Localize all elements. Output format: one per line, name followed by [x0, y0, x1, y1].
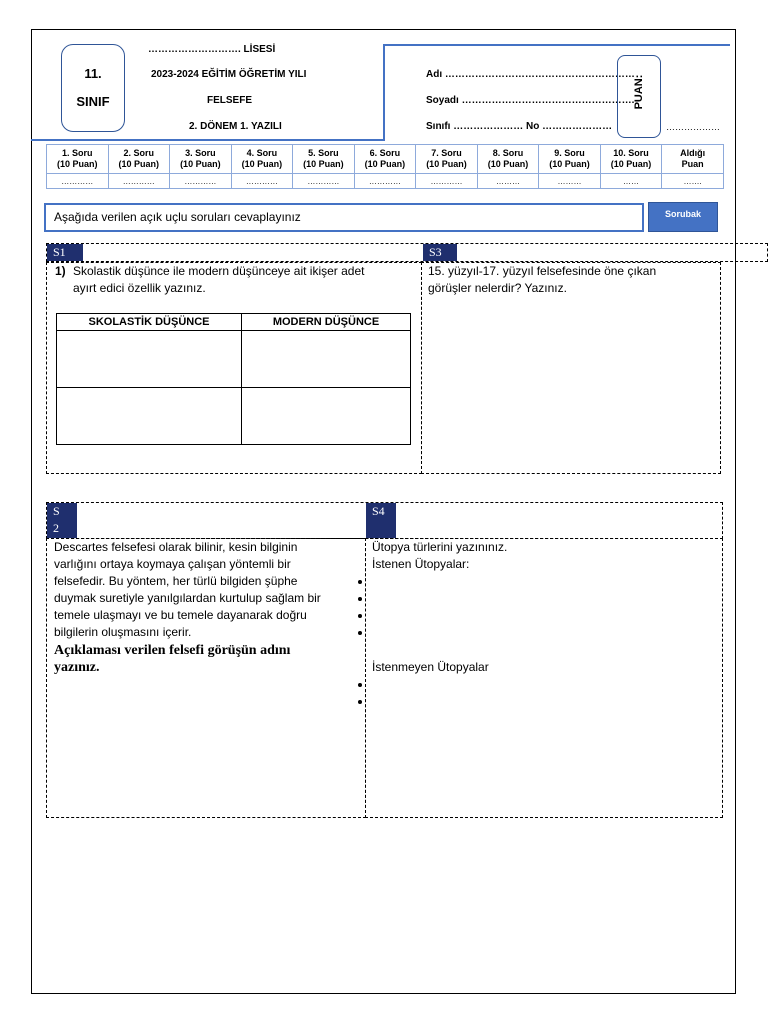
score-label: PUAN:: [633, 74, 645, 110]
sorubak-button[interactable]: Sorubak: [648, 202, 718, 232]
school-name: ………………………. LİSESİ: [148, 44, 276, 55]
q2-line: bilgilerin oluşmasını içerir.: [54, 625, 192, 639]
q4-line2: İstenen Ütopyalar:: [372, 557, 470, 571]
score-header-cell: 2. Soru (10 Puan): [108, 145, 170, 174]
q2-text: [54, 539, 364, 641]
s1-s3-title-strip: [46, 243, 768, 262]
score-blank-cell[interactable]: …….: [662, 174, 724, 189]
q2-line: varlığını ortaya koymaya çalışan yöntemli bir: [54, 557, 291, 571]
score-header-cell: 9. Soru (10 Puan): [539, 145, 601, 174]
q3-text-line1: 15. yüzyıl-17. yüzyıl felsefesinde öne çıkan: [428, 264, 657, 278]
exam-name: 2. DÖNEM 1. YAZILI: [189, 121, 282, 132]
name-field[interactable]: Adı …………………………………………………: [426, 69, 635, 80]
q4-line3: İstenmeyen Ütopyalar: [372, 660, 489, 674]
q2-question-line2: yazınız.: [54, 660, 100, 675]
comparison-row: [57, 388, 411, 445]
undesired-utopia-list: [350, 676, 372, 710]
score-value-field[interactable]: ………………: [666, 122, 720, 132]
desired-utopia-list: [350, 573, 372, 641]
q2-line: temele ulaşmayı ve bu temele dayanarak doğru: [54, 608, 307, 622]
subject-name: FELSEFE: [207, 95, 253, 106]
q2-question: [54, 642, 290, 676]
score-blank-cell[interactable]: …………: [293, 174, 355, 189]
q4-line1: Ütopya türlerini yazınınız.: [372, 540, 508, 554]
score-header-cell: 10. Soru (10 Puan): [600, 145, 662, 174]
score-table: [46, 144, 724, 189]
s4-box: [365, 538, 723, 818]
answer-cell[interactable]: [242, 331, 411, 388]
comparison-table: [56, 313, 411, 445]
answer-cell[interactable]: [242, 388, 411, 445]
score-table-header-row: [47, 145, 724, 174]
modern-column-header: MODERN DÜŞÜNCE: [242, 314, 411, 331]
score-blank-cell[interactable]: ………: [539, 174, 601, 189]
q1-text-line1: Skolastik düşünce ile modern düşünceye ait ikişer adet: [73, 264, 365, 278]
surname-field[interactable]: Soyadı …………………………………………….: [426, 95, 635, 106]
score-table-blank-row: [47, 174, 724, 189]
scholastic-column-header: SKOLASTİK DÜŞÜNCE: [57, 314, 242, 331]
score-blank-cell[interactable]: …………: [170, 174, 232, 189]
school-year: 2023-2024 EĞİTİM ÖĞRETİM YILI: [151, 69, 307, 80]
score-header-cell: 8. Soru (10 Puan): [477, 145, 539, 174]
s1-tag: S1: [47, 244, 83, 261]
instruction-bar: Aşağıda verilen açık uçlu soruları cevaplayınız: [44, 203, 644, 232]
score-blank-cell[interactable]: ………: [477, 174, 539, 189]
answer-cell[interactable]: [57, 331, 242, 388]
s2-tag-line1: S: [53, 504, 60, 518]
score-header-cell: 3. Soru (10 Puan): [170, 145, 232, 174]
q3-text-line2: görüşler nelerdir? Yazınız.: [428, 281, 567, 295]
score-header-cell: 6. Soru (10 Puan): [354, 145, 416, 174]
grade-number: 11.: [84, 66, 102, 81]
s2-tag-line2: 2: [53, 521, 59, 535]
q2-line: duymak suretiyle yanılgılardan kurtulup sağlam bir: [54, 591, 321, 605]
score-header-cell: 4. Soru (10 Puan): [231, 145, 293, 174]
score-header-cell: 1. Soru (10 Puan): [47, 145, 109, 174]
score-header-cell: 7. Soru (10 Puan): [416, 145, 478, 174]
answer-cell[interactable]: [57, 388, 242, 445]
comparison-row: [57, 331, 411, 388]
score-blank-cell[interactable]: ……: [600, 174, 662, 189]
score-blank-cell[interactable]: …………: [47, 174, 109, 189]
grade-label: SINIF: [76, 94, 110, 109]
s2-tag: [47, 503, 77, 538]
q2-line: Descartes felsefesi olarak bilinir, kesin bilginin: [54, 540, 298, 554]
grade-box: [61, 44, 125, 132]
score-blank-cell[interactable]: …………: [108, 174, 170, 189]
q1-text-line2: ayırt edici özellik yazınız.: [73, 281, 206, 295]
comparison-header-row: [57, 314, 411, 331]
q2-line: felsefedir. Bu yöntem, her türlü bilgiden şüphe: [54, 574, 298, 588]
score-blank-cell[interactable]: …………: [416, 174, 478, 189]
score-blank-cell[interactable]: …………: [354, 174, 416, 189]
score-blank-cell[interactable]: …………: [231, 174, 293, 189]
q1-number: 1): [55, 264, 66, 278]
class-number-field[interactable]: Sınıfı ………………… No …………………: [426, 121, 613, 132]
header-divider: [31, 139, 385, 141]
s3-tag: S3: [423, 244, 457, 261]
score-header-cell: 5. Soru (10 Puan): [293, 145, 355, 174]
q2-question-line1: Açıklaması verilen felsefi görüşün adını: [54, 643, 291, 658]
s4-tag: S4: [366, 503, 396, 538]
score-header-cell: Aldığı Puan: [662, 145, 724, 174]
